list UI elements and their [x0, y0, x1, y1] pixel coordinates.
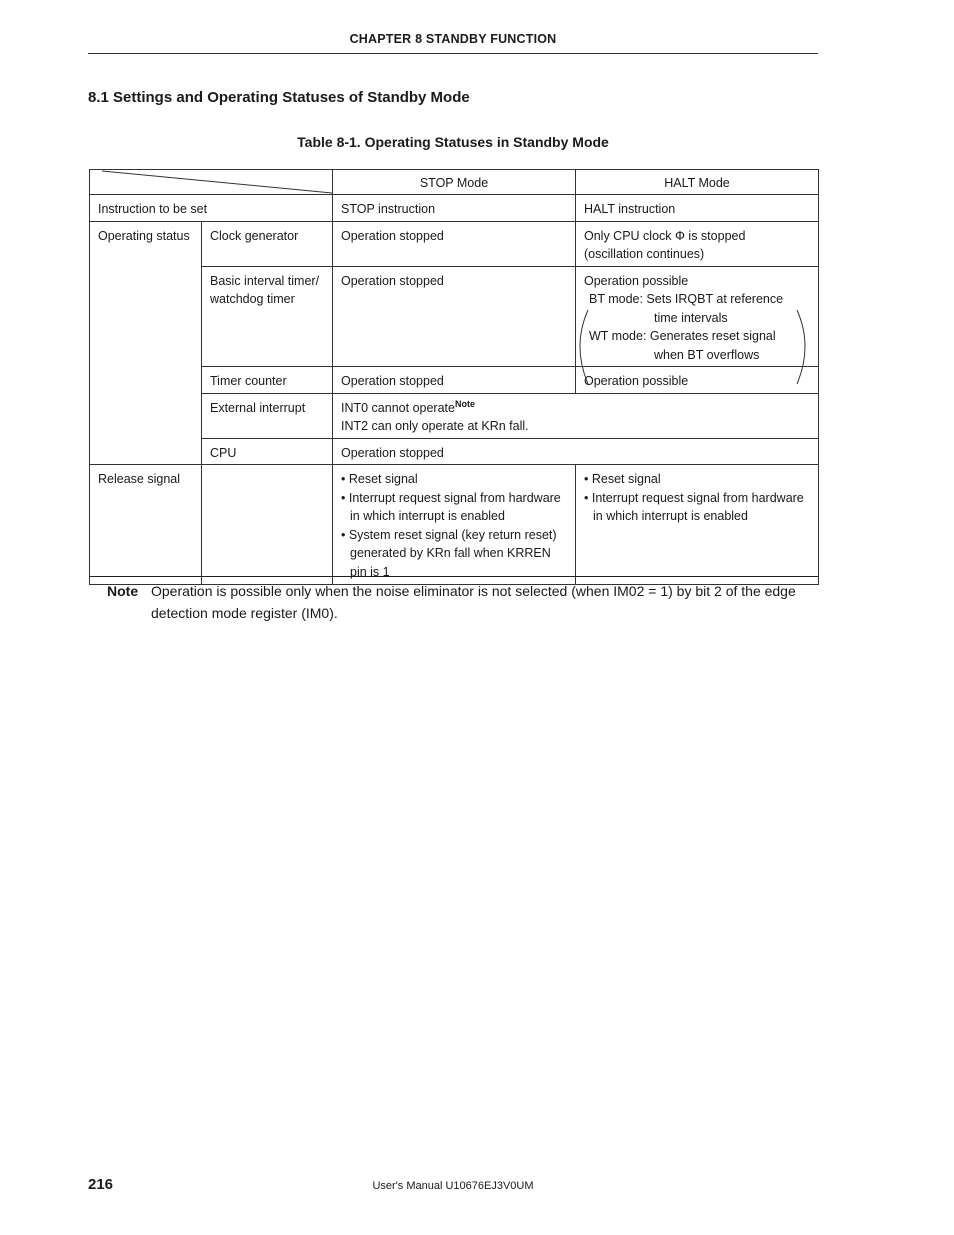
page-number: 216	[88, 1176, 114, 1193]
list-item: • System reset signal (key return reset) generated by KRn fall when KRREN pin is 1	[341, 527, 557, 579]
operating-status-label: Operating status	[90, 221, 202, 465]
release-signal-empty	[202, 465, 333, 585]
manual-footer: User's Manual U10676EJ3V0UM	[372, 1180, 534, 1192]
release-signal-stop	[333, 465, 576, 585]
basic-interval-timer-label: Basic interval timer/ watchdog timer	[202, 266, 333, 367]
list-item: • Interrupt request signal from hardware in which interrupt is enabled	[341, 490, 561, 523]
basic-interval-timer-stop: Operation stopped	[333, 266, 576, 367]
release-signal-label: Release signal	[90, 465, 202, 585]
header-rule	[88, 53, 818, 54]
wt-mode-continuation: when BT overflows	[654, 347, 760, 362]
external-interrupt-label: External interrupt	[202, 393, 333, 438]
table-row	[90, 221, 819, 266]
basic-interval-timer-halt: Operation possible BT mode: Sets IRQBT at reference time intervals WT mode: Generates reset signal when BT overflows	[576, 266, 819, 367]
note-label: Note	[107, 583, 139, 599]
cpu-value: Operation stopped	[333, 438, 819, 465]
timer-counter-stop: Operation stopped	[333, 367, 576, 394]
table-row	[90, 195, 819, 222]
halt-mode-header: HALT Mode	[576, 170, 819, 195]
diagonal-rule	[90, 170, 333, 195]
list-item: • Interrupt request signal from hardware in which interrupt is enabled	[584, 490, 804, 523]
note-reference: Note	[454, 398, 475, 409]
table-bottom-rule	[89, 576, 818, 577]
table-caption: Table 8-1. Operating Statuses in Standby Mode	[297, 134, 609, 150]
section-title: 8.1 Settings and Operating Statuses of Standby Mode	[88, 89, 470, 106]
bt-wt-mode-group	[584, 290, 810, 364]
table-corner-cell	[90, 170, 333, 195]
wt-mode-line: WT mode: Generates reset signal	[589, 329, 776, 343]
standby-status-table	[89, 169, 819, 585]
table-header-row	[90, 170, 819, 195]
list-item: • Reset signal	[584, 472, 661, 486]
release-signal-halt	[576, 465, 819, 585]
halt-instruction: HALT instruction	[576, 195, 819, 222]
stop-instruction: STOP instruction	[333, 195, 576, 222]
list-item: • Reset signal	[341, 472, 418, 486]
clock-generator-stop: Operation stopped	[333, 221, 576, 266]
clock-generator-label: Clock generator	[202, 221, 333, 266]
note-text: Operation is possible only when the noise eliminator is not selected (when IM02 = 1) by bit 2 of the edge detection mode register (IM0).	[151, 583, 796, 621]
timer-counter-halt: Operation possible	[576, 367, 819, 394]
table-note	[107, 580, 819, 624]
external-interrupt-value: INT0 cannot operate$^{Note}$ INT2 can only operate at KRn fall.	[333, 393, 819, 438]
chapter-header: CHAPTER 8 STANDBY FUNCTION	[349, 32, 557, 46]
stop-mode-header: STOP Mode	[333, 170, 576, 195]
clock-generator-halt: Only CPU clock Φ is stopped (oscillation continues)	[576, 221, 819, 266]
timer-counter-label: Timer counter	[202, 367, 333, 394]
cpu-label: CPU	[202, 438, 333, 465]
table-row	[90, 465, 819, 585]
instruction-label: Instruction to be set	[90, 195, 333, 222]
bt-mode-line: BT mode: Sets IRQBT at reference	[589, 292, 784, 306]
bt-mode-continuation: time intervals	[654, 310, 728, 325]
bracket-parentheses	[575, 308, 815, 386]
